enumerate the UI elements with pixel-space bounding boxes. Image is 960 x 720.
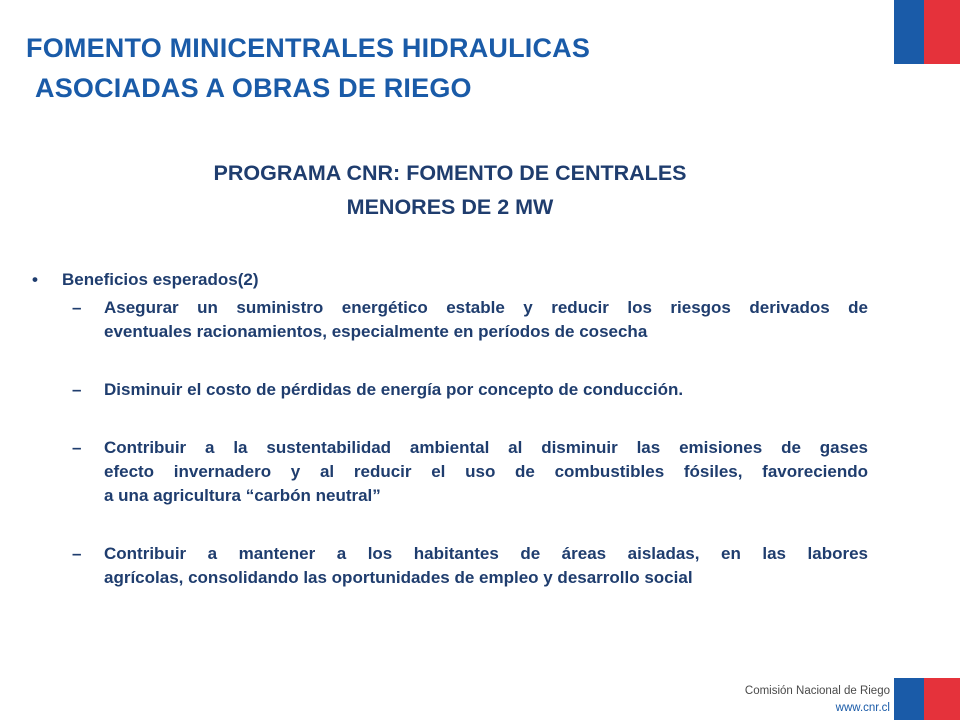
sub-item-line: Disminuir el costo de pérdidas de energía por concepto de conducción. — [104, 380, 684, 399]
sub-item — [72, 542, 868, 590]
sub-item-line: Asegurar un suministro energético estable y reducir los riesgos derivados de — [104, 298, 868, 317]
sub-item-line: efecto invernadero y al reducir el uso de combustibles fósiles, favoreciendo — [104, 462, 868, 481]
slide-subtitle — [0, 156, 900, 224]
flag-blue-block — [894, 0, 924, 64]
dash-glyph: – — [72, 298, 82, 317]
flag-red-block — [924, 678, 960, 720]
flag-red-block — [924, 0, 960, 64]
sub-item — [72, 436, 868, 508]
title-line-2: ASOCIADAS A OBRAS DE RIEGO — [35, 73, 472, 103]
sub-item-list — [72, 296, 868, 590]
bullet-item — [32, 268, 868, 292]
sub-item-line: Contribuir a la sustentabilidad ambiental al disminuir las emisiones de gases — [104, 438, 868, 457]
flag-stripe-top — [894, 0, 960, 64]
sub-item-line: a una agricultura “carbón neutral” — [104, 486, 381, 505]
dash-glyph: – — [72, 380, 82, 399]
bullet-glyph: • — [32, 270, 38, 289]
dash-glyph: – — [72, 544, 82, 563]
dash-glyph: – — [72, 438, 82, 457]
footer-website-link[interactable]: www.cnr.cl — [835, 702, 890, 714]
sub-item-line: Contribuir a mantener a los habitantes de áreas aisladas, en las labores — [104, 544, 868, 563]
sub-item-line: eventuales racionamientos, especialmente en períodos de cosecha — [104, 322, 648, 341]
sub-item-text — [104, 378, 868, 402]
footer-org-name: Comisión Nacional de Riego — [744, 685, 890, 697]
subtitle-line-1: PROGRAMA CNR: FOMENTO DE CENTRALES — [213, 161, 687, 185]
content-body — [32, 268, 868, 624]
sub-item-line: agrícolas, consolidando las oportunidades de empleo y desarrollo social — [104, 568, 693, 587]
flag-stripe-bottom — [894, 678, 960, 720]
bullet-label: Beneficios esperados(2) — [62, 270, 259, 289]
slide-title — [26, 28, 590, 108]
sub-item-text — [104, 296, 868, 344]
subtitle-line-2: MENORES DE 2 MW — [346, 195, 554, 219]
sub-item — [72, 296, 868, 344]
sub-item-text — [104, 436, 868, 508]
footer — [745, 683, 890, 717]
sub-item-text — [104, 542, 868, 590]
title-line-1: FOMENTO MINICENTRALES HIDRAULICAS — [26, 33, 591, 63]
flag-blue-block — [894, 678, 924, 720]
sub-item — [72, 378, 868, 402]
